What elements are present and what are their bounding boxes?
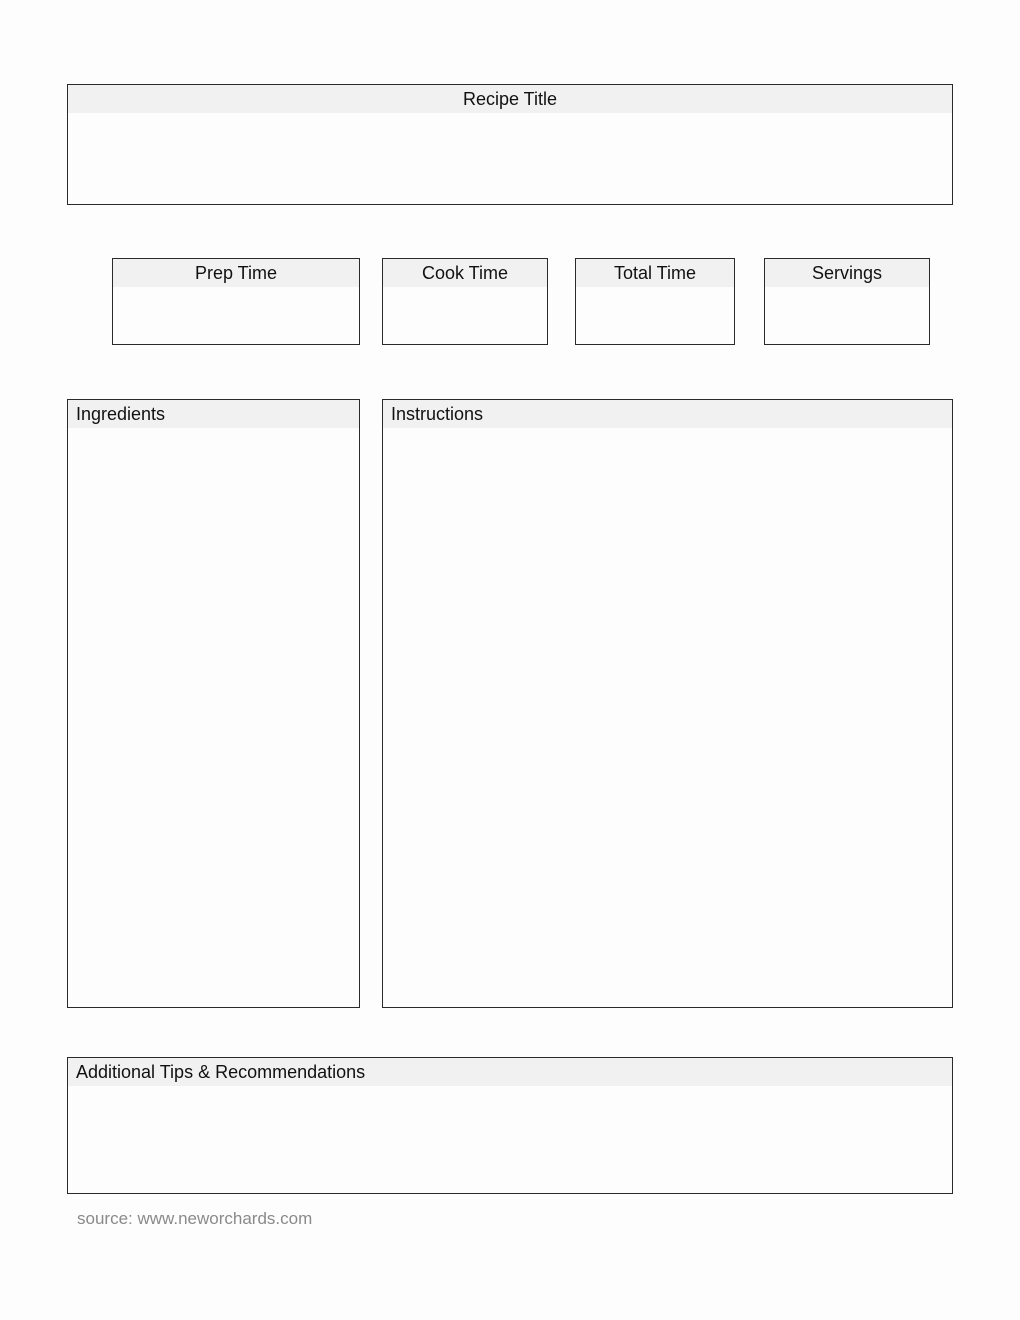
tips-label: Additional Tips & Recommendations <box>68 1058 952 1086</box>
recipe-title-label: Recipe Title <box>68 85 952 113</box>
instructions-section <box>382 399 953 1008</box>
total-time-section <box>575 258 735 345</box>
servings-field[interactable] <box>765 287 929 344</box>
instructions-label: Instructions <box>383 400 952 428</box>
prep-time-label: Prep Time <box>113 259 359 287</box>
prep-time-field[interactable] <box>113 287 359 344</box>
tips-section <box>67 1057 953 1194</box>
total-time-field[interactable] <box>576 287 734 344</box>
servings-label: Servings <box>765 259 929 287</box>
tips-field[interactable] <box>68 1086 952 1193</box>
source-credit: source: www.neworchards.com <box>77 1209 313 1228</box>
prep-time-section <box>112 258 360 345</box>
instructions-field[interactable] <box>383 428 952 1007</box>
recipe-title-field[interactable] <box>68 113 952 204</box>
ingredients-label: Ingredients <box>68 400 359 428</box>
total-time-label: Total Time <box>576 259 734 287</box>
ingredients-section <box>67 399 360 1008</box>
ingredients-field[interactable] <box>68 428 359 1007</box>
servings-section <box>764 258 930 345</box>
cook-time-label: Cook Time <box>383 259 547 287</box>
cook-time-field[interactable] <box>383 287 547 344</box>
recipe-title-section <box>67 84 953 205</box>
cook-time-section <box>382 258 548 345</box>
